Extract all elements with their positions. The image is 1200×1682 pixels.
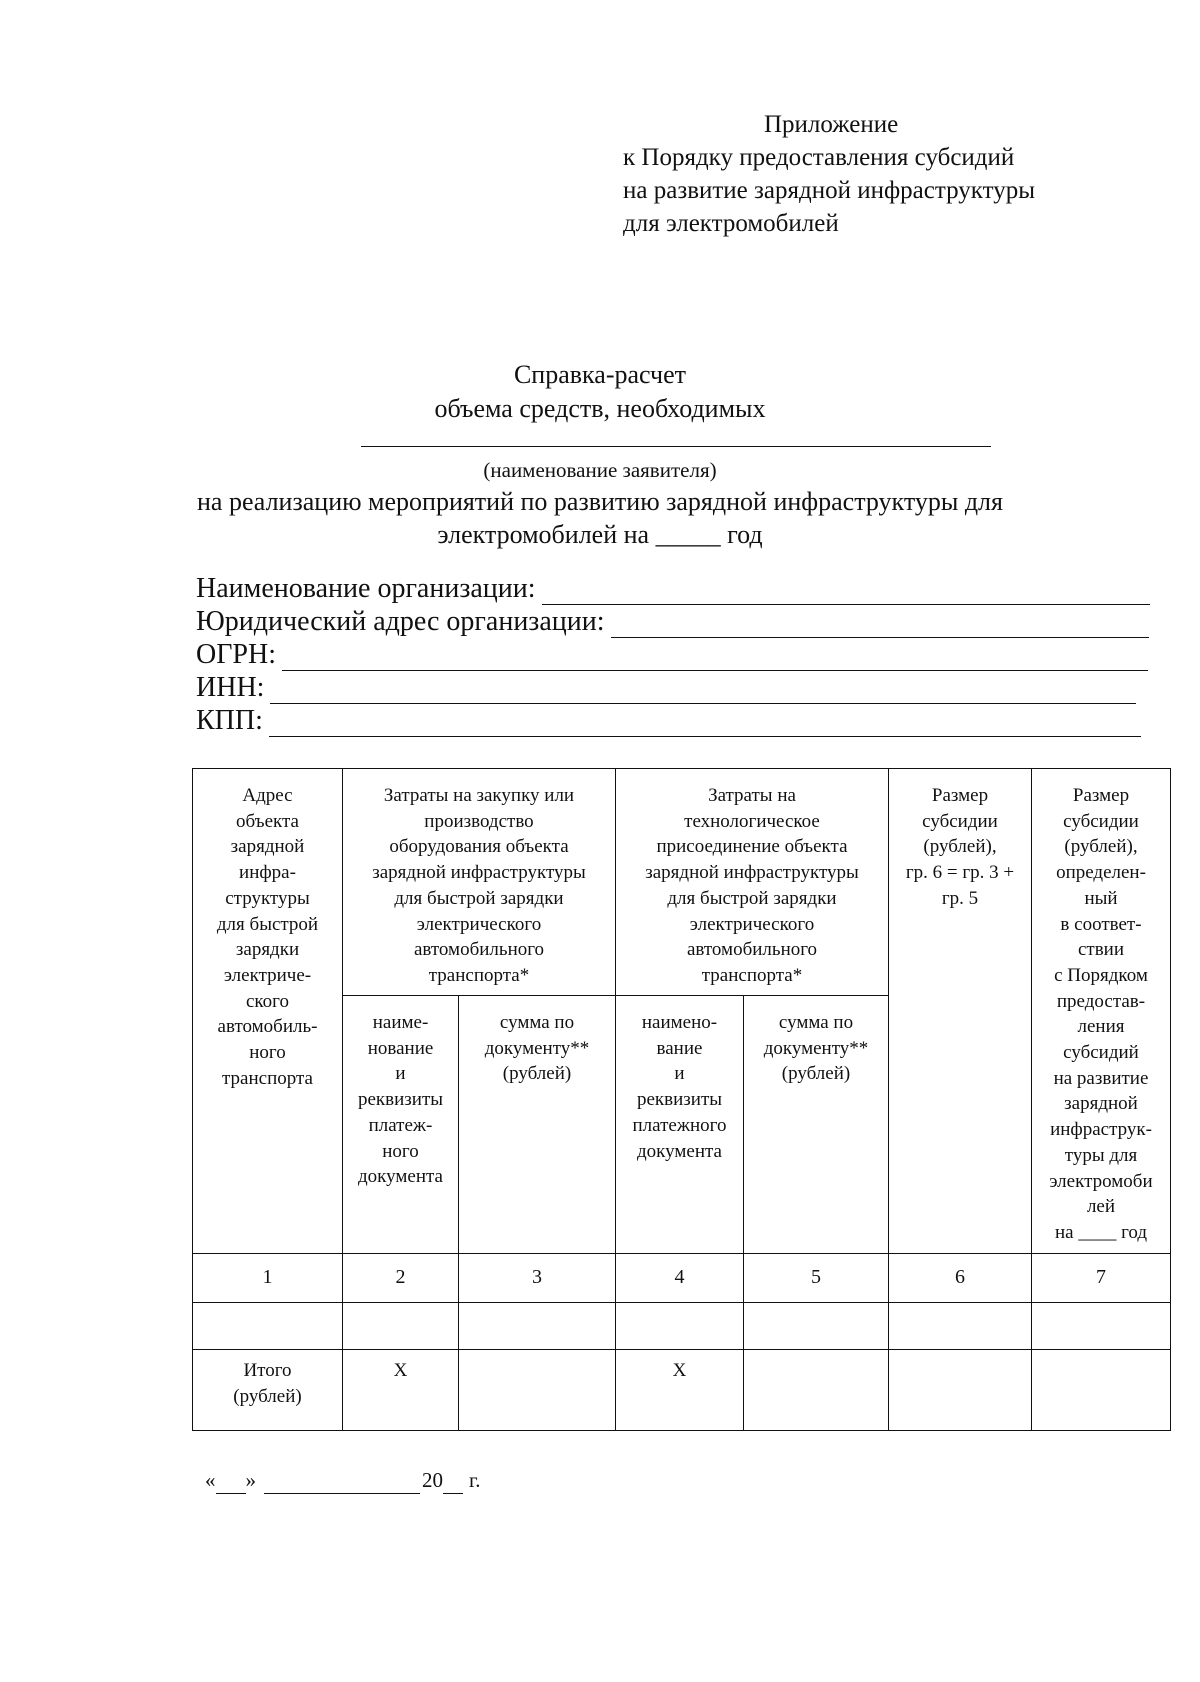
document-title: Справка-расчет — [513, 360, 687, 389]
data-cell[interactable] — [193, 1303, 343, 1350]
kpp-blank — [269, 712, 1141, 737]
column-number: 7 — [1032, 1254, 1171, 1303]
legal-address-blank — [611, 613, 1149, 638]
calculation-table — [192, 768, 1171, 1431]
inn-blank — [270, 679, 1136, 704]
legal-address-field — [196, 606, 1149, 638]
subheader-equipment-sum: сумма по документу** (рублей) — [459, 996, 616, 1254]
column-number: 3 — [459, 1254, 616, 1303]
ogrn-field — [196, 639, 1148, 671]
total-row — [193, 1350, 1171, 1431]
header-connection-costs: Затраты на технологическое присоединение объекта зарядной инфраструктуры для быстрой зарядки электрического автомобильного транспорта* — [616, 769, 889, 996]
total-equipment-document: Х — [343, 1350, 459, 1431]
column-number: 4 — [616, 1254, 744, 1303]
document-subtitle: объема средств, необходимых — [434, 394, 766, 423]
data-cell[interactable] — [889, 1303, 1032, 1350]
annex-line-2: на развитие зарядной инфраструктуры — [623, 177, 1035, 204]
subheader-equipment-document: наиме- нование и реквизиты платеж- ного документа — [343, 996, 459, 1254]
data-cell[interactable] — [459, 1303, 616, 1350]
kpp-field — [196, 705, 1141, 737]
month-blank — [264, 1473, 420, 1494]
date-close-quote: » — [245, 1468, 256, 1492]
total-connection-sum[interactable] — [744, 1350, 889, 1431]
document-purpose-line-2: электромобилей на _____ год — [437, 520, 763, 549]
total-equipment-sum[interactable] — [459, 1350, 616, 1431]
annex-title: Приложение — [764, 111, 899, 138]
applicant-name-line — [361, 446, 991, 447]
annex-block — [623, 108, 1035, 240]
year-blank — [443, 1473, 463, 1494]
signature-date — [205, 1466, 481, 1494]
applicant-name-hint: (наименование заявителя) — [483, 458, 717, 482]
date-open-quote: « — [205, 1468, 216, 1492]
header-row — [193, 769, 1171, 996]
document-purpose-line-1: на реализацию мероприятий по развитию зарядной инфраструктуры для — [197, 487, 1003, 516]
data-cell[interactable] — [616, 1303, 744, 1350]
inn-label: ИНН: — [196, 672, 265, 703]
header-address: Адрес объекта зарядной инфра- структуры для быстрой зарядки электриче- ского автомобиль- ного транспорта — [193, 769, 343, 1254]
column-number: 6 — [889, 1254, 1032, 1303]
data-cell[interactable] — [343, 1303, 459, 1350]
column-number: 2 — [343, 1254, 459, 1303]
data-cell[interactable] — [744, 1303, 889, 1350]
total-connection-document: Х — [616, 1350, 744, 1431]
legal-address-label: Юридический адрес организации: — [196, 606, 605, 637]
header-subsidy-by-order: Размер субсидии (рублей), определен- ный в соответ- ствии с Порядком предостав- ления субсидий на развитие зарядной инфраструк- туры для электромоби лей на ____ год — [1032, 769, 1171, 1254]
org-name-field — [196, 573, 1150, 605]
column-number: 5 — [744, 1254, 889, 1303]
org-name-blank — [542, 580, 1150, 605]
subheader-connection-document: наимено- вание и реквизиты платежного документа — [616, 996, 744, 1254]
year-suffix: г. — [469, 1468, 481, 1492]
annex-line-3: для электромобилей — [623, 210, 839, 237]
total-label: Итого (рублей) — [193, 1350, 343, 1431]
kpp-label: КПП: — [196, 705, 263, 736]
annex-line-1: к Порядку предоставления субсидий — [623, 144, 1015, 171]
subheader-connection-sum: сумма по документу** (рублей) — [744, 996, 889, 1254]
data-cell[interactable] — [1032, 1303, 1171, 1350]
total-subsidy-by-order[interactable] — [1032, 1350, 1171, 1431]
column-numbers-row — [193, 1254, 1171, 1303]
day-blank — [216, 1473, 246, 1494]
ogrn-blank — [282, 646, 1148, 671]
header-subsidy-size: Размер субсидии (рублей), гр. 6 = гр. 3 + гр. 5 — [889, 769, 1032, 1254]
ogrn-label: ОГРН: — [196, 639, 276, 670]
column-number: 1 — [193, 1254, 343, 1303]
header-equipment-costs: Затраты на закупку или производство оборудования объекта зарядной инфраструктуры для быстрой зарядки электрического автомобильного транспорта* — [343, 769, 616, 996]
empty-data-row — [193, 1303, 1171, 1350]
year-prefix: 20 — [422, 1468, 443, 1492]
org-name-label: Наименование организации: — [196, 573, 536, 604]
total-subsidy-size[interactable] — [889, 1350, 1032, 1431]
inn-field — [196, 672, 1136, 704]
